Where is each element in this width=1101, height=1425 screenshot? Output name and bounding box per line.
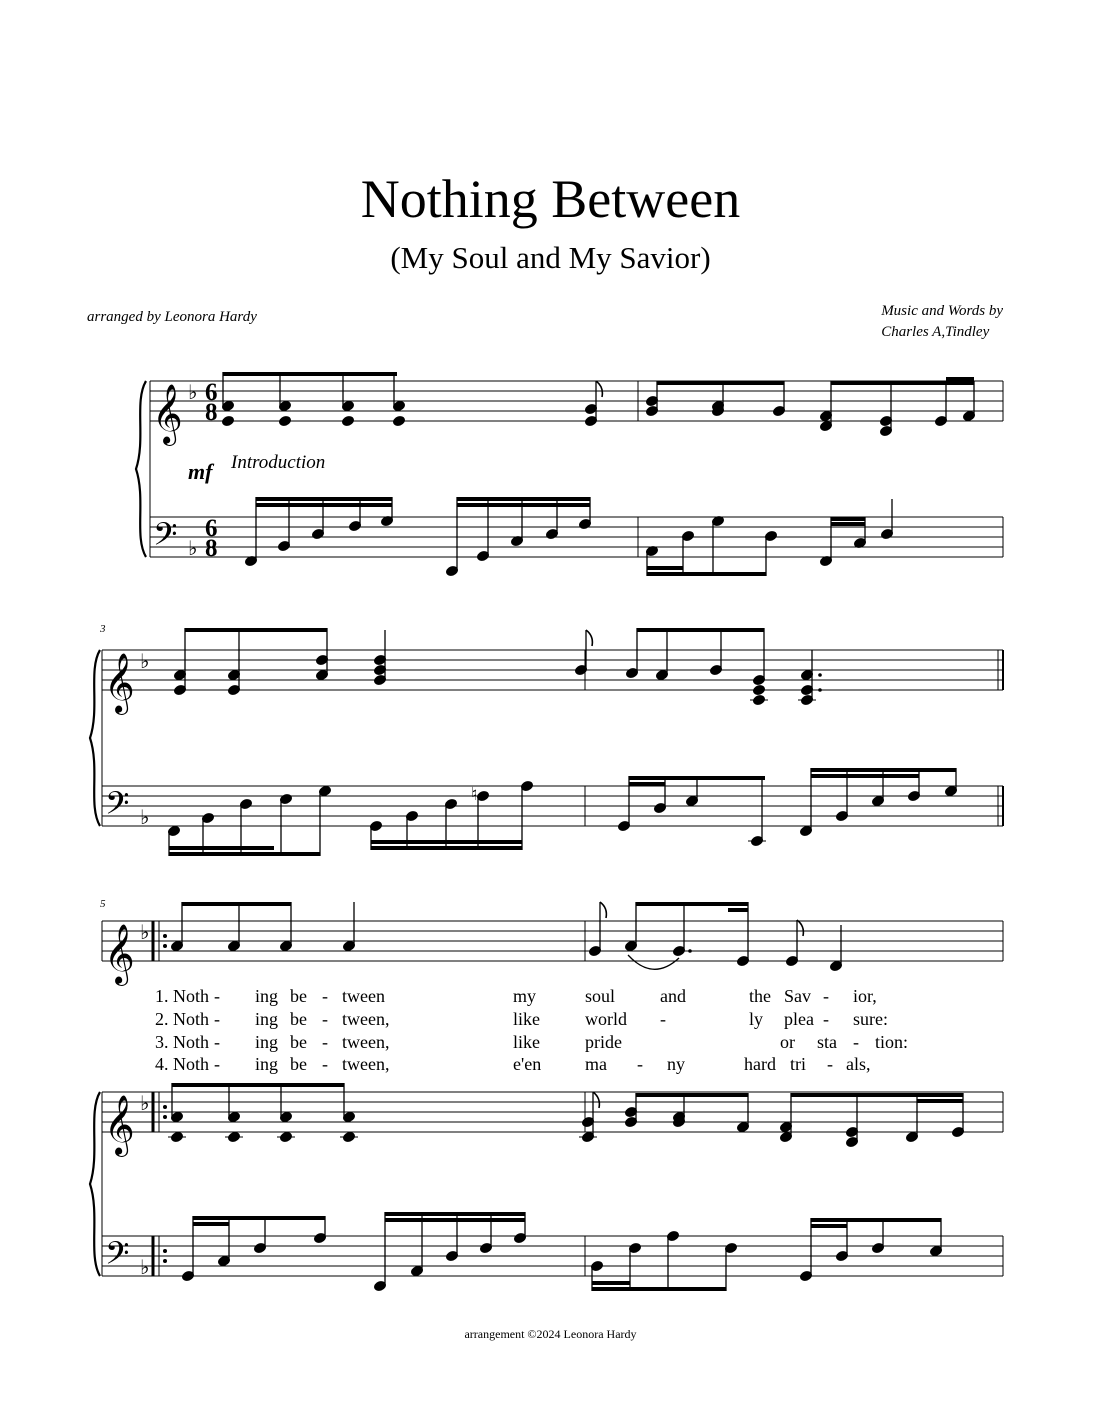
- beam: [811, 1224, 847, 1228]
- lyric-syllable: -: [214, 1032, 220, 1052]
- beam: [917, 1099, 963, 1103]
- flat-icon: ♭: [140, 649, 150, 673]
- lyric-syllable: -: [853, 1032, 859, 1052]
- beam: [169, 852, 320, 856]
- lyric-syllable: ing: [255, 986, 279, 1006]
- lyric-syllable: like: [513, 1032, 540, 1052]
- beam: [169, 846, 274, 850]
- lyric-syllable: be: [290, 1054, 307, 1074]
- lyric-syllable: -: [214, 1009, 220, 1029]
- lyric-syllable: 1. Noth: [155, 986, 209, 1006]
- beam: [256, 497, 392, 501]
- treble-clef-icon: 𝄞: [104, 924, 135, 984]
- beam: [647, 572, 766, 576]
- beam: [791, 1093, 963, 1097]
- composer-credit-line1: Music and Words by: [881, 303, 1003, 319]
- lyric-syllable: my: [513, 986, 537, 1006]
- lyric-syllable: als,: [846, 1054, 871, 1074]
- bass-clef-icon: 𝄢: [105, 785, 130, 829]
- measure-number-3: 3: [100, 623, 106, 635]
- beam: [256, 503, 392, 507]
- bass-clef-icon: 𝄢: [105, 1235, 130, 1279]
- lyric-syllable: 2. Noth: [155, 1009, 209, 1029]
- repeat-dot: [163, 934, 167, 938]
- lyric-syllable: sta: [817, 1032, 837, 1052]
- beam: [193, 1222, 229, 1226]
- beam: [946, 377, 974, 381]
- flat-icon: ♭: [188, 536, 198, 560]
- lyric-syllable: -: [214, 986, 220, 1006]
- beam: [385, 1218, 525, 1222]
- beam: [592, 1281, 630, 1285]
- lyric-syllable: ing: [255, 1054, 279, 1074]
- repeat-dot: [163, 1259, 167, 1263]
- beam: [831, 381, 974, 385]
- flat-icon: ♭: [140, 1255, 150, 1279]
- beam: [811, 774, 919, 778]
- repeat-dot: [163, 944, 167, 948]
- treble-clef-icon: 𝄞: [104, 1095, 135, 1155]
- lyric-syllable: soul: [585, 986, 616, 1006]
- lyric-syllable: -: [322, 1009, 328, 1029]
- brace: [136, 381, 146, 557]
- lyric-syllable: ly: [749, 1009, 764, 1029]
- lyric-syllable: -: [823, 986, 829, 1006]
- brace: [90, 650, 100, 826]
- treble-clef-icon: 𝄞: [152, 384, 183, 444]
- lyric-syllable: like: [513, 1009, 540, 1029]
- introduction-label: Introduction: [231, 452, 326, 473]
- lyric-syllable: -: [660, 1009, 666, 1029]
- lyric-syllable: or: [780, 1032, 795, 1052]
- treble-clef-icon: 𝄞: [104, 653, 135, 713]
- notes: [167, 372, 975, 1292]
- staff-lines: [102, 381, 1003, 1276]
- lyric-syllable: Sav: [784, 986, 811, 1006]
- note-flag: [797, 920, 803, 936]
- lyric-syllable: the: [749, 986, 771, 1006]
- beam: [193, 1216, 325, 1220]
- lyric-syllable: tween,: [342, 1009, 390, 1029]
- lyric-syllable: -: [823, 1009, 829, 1029]
- beam: [592, 1287, 726, 1291]
- note-flag: [586, 630, 592, 646]
- lyric-syllable: 3. Noth: [155, 1032, 209, 1052]
- beam: [223, 372, 397, 376]
- beam: [182, 902, 291, 906]
- composer-credit-line2: Charles A,Tindley: [881, 324, 990, 340]
- beam: [831, 517, 865, 521]
- lyric-syllable: world: [585, 1009, 627, 1029]
- repeat-dot: [163, 1249, 167, 1253]
- flat-icon: ♭: [188, 380, 198, 404]
- beam: [185, 628, 327, 632]
- bass-clef-icon: 𝄢: [153, 516, 178, 560]
- lyric-syllable: 4. Noth: [155, 1054, 209, 1074]
- beam: [385, 1212, 525, 1216]
- lyric-syllable: e'en: [513, 1054, 542, 1074]
- beam: [811, 768, 956, 772]
- lyric-syllable: tween: [342, 986, 385, 1006]
- beam: [636, 902, 748, 906]
- lyric-syllable: tween,: [342, 1032, 390, 1052]
- lyric-syllable: -: [322, 1032, 328, 1052]
- slur: [628, 955, 679, 969]
- beam: [172, 1083, 344, 1087]
- dynamic-mf: mf: [188, 459, 213, 484]
- lyric-syllable: -: [637, 1054, 643, 1074]
- repeat-dot: [163, 1115, 167, 1119]
- lyric-syllable: ny: [667, 1054, 685, 1074]
- time-signature-bottom: 8: [205, 399, 218, 426]
- beam: [371, 840, 522, 844]
- beam: [811, 1218, 941, 1222]
- flat-icon: ♭: [140, 805, 150, 829]
- lyric-syllable: -: [827, 1054, 833, 1074]
- lyric-syllable: -: [322, 1054, 328, 1074]
- lyric-syllable: tion:: [875, 1032, 909, 1052]
- lyric-syllable: tri: [790, 1054, 806, 1074]
- lyric-syllable: ior,: [853, 986, 877, 1006]
- dot: [688, 949, 692, 953]
- beam: [371, 846, 522, 850]
- note-flag: [596, 381, 602, 397]
- beam: [629, 776, 765, 780]
- time-signature-top: 6: [205, 379, 218, 406]
- time-signature-top: 6: [205, 515, 218, 542]
- lyric-syllable: ing: [255, 1032, 279, 1052]
- beam: [657, 381, 784, 385]
- beam: [636, 1093, 748, 1097]
- lyric-syllable: -: [214, 1054, 220, 1074]
- beam: [831, 522, 865, 526]
- beam: [647, 566, 683, 570]
- page-subtitle: (My Soul and My Savior): [390, 240, 711, 275]
- lyric-syllable: pride: [585, 1032, 622, 1052]
- time-signature-bottom: 8: [205, 535, 218, 562]
- repeat-dot: [163, 1105, 167, 1109]
- beam: [637, 628, 764, 632]
- lyric-syllable: be: [290, 1032, 307, 1052]
- flat-icon: ♭: [140, 1091, 150, 1115]
- page-title: Nothing Between: [360, 169, 741, 229]
- lyric-syllable: sure:: [853, 1009, 888, 1029]
- brace: [90, 1092, 100, 1276]
- note-flag: [600, 902, 606, 918]
- lyric-syllable: be: [290, 1009, 307, 1029]
- lyric-syllable: hard: [744, 1054, 776, 1074]
- beam: [457, 503, 590, 507]
- lyric-syllable: tween,: [342, 1054, 390, 1074]
- lyric-syllable: be: [290, 986, 307, 1006]
- beam: [457, 497, 590, 501]
- natural-icon: ♮: [471, 784, 478, 805]
- arranger-credit: arranged by Leonora Hardy: [87, 309, 257, 325]
- measure-number-5: 5: [100, 898, 106, 910]
- copyright-footer: arrangement ©2024 Leonora Hardy: [464, 1327, 637, 1341]
- lyric-syllable: and: [660, 986, 686, 1006]
- flat-icon: ♭: [140, 920, 150, 944]
- dot: [818, 673, 822, 677]
- score-marks: [90, 379, 477, 1279]
- lyric-syllable: plea: [784, 1009, 814, 1029]
- lyric-syllable: ing: [255, 1009, 279, 1029]
- beam: [629, 782, 665, 786]
- note-flag: [593, 1092, 599, 1108]
- lyric-syllable: -: [322, 986, 328, 1006]
- dot: [818, 688, 822, 692]
- lyrics: [155, 986, 908, 1074]
- beam: [728, 908, 748, 912]
- lyric-syllable: ma: [585, 1054, 607, 1074]
